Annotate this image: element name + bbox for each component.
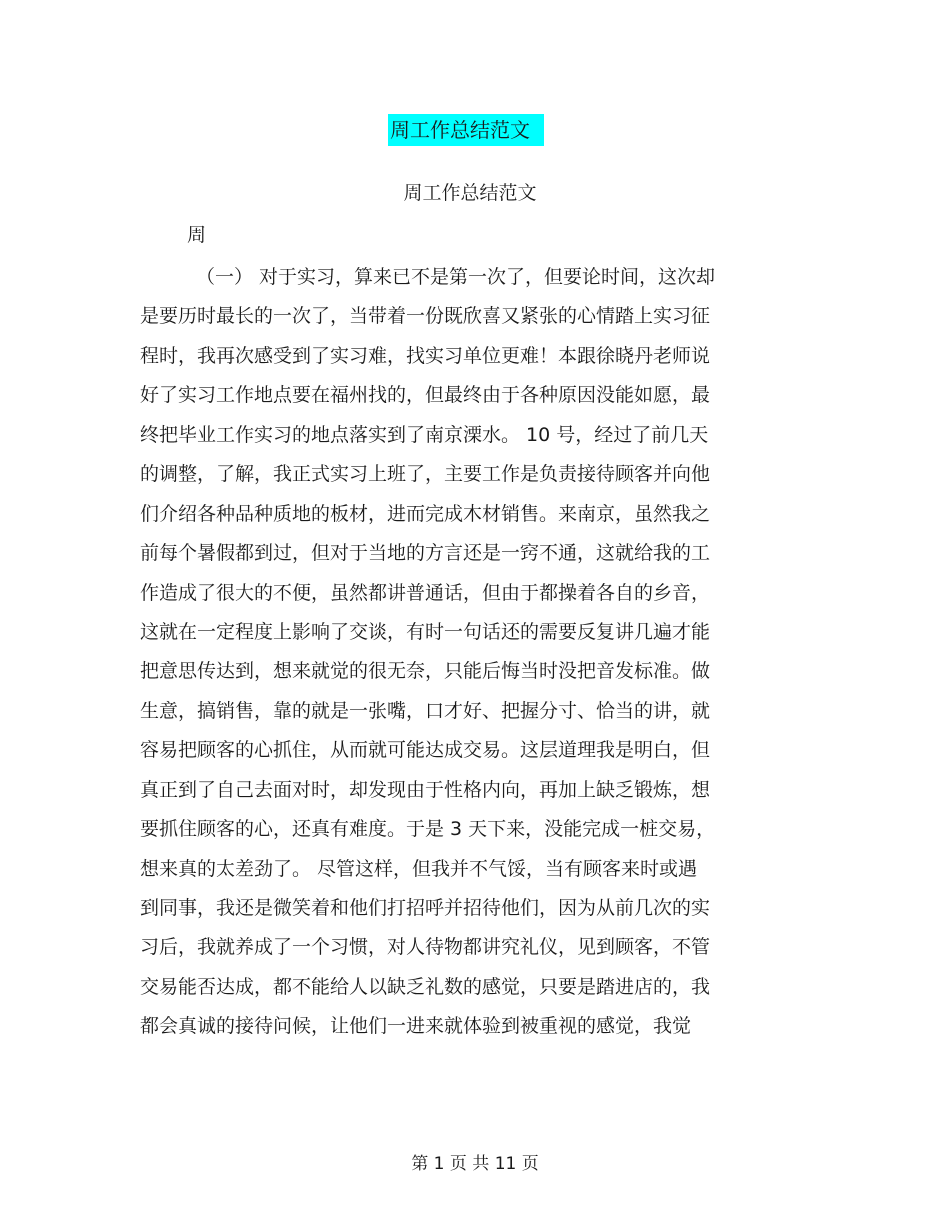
text-line: 到同事，我还是微笑着和他们打招呼并招待他们，因为从前几次的实 <box>140 897 711 919</box>
text-line: 要抓住顾客的心，还真有难度。于是 3 天下来，没能完成一桩交易， <box>140 818 716 841</box>
text-line: 把意思传达到，想来就觉的很无奈，只能后悔当时没把音发标准。做 <box>140 660 711 683</box>
text-line: 是要历时最长的一次了，当带着一份既欣喜又紧张的心情踏上实习征 <box>140 305 711 328</box>
section-label: 周 <box>187 224 207 246</box>
text-line: 终把毕业工作实习的地点落实到了南京溧水。 10 号，经过了前几天 <box>140 423 709 446</box>
text-line: 作造成了很大的不便，虽然都讲普通话，但由于都操着各自的乡音， <box>140 581 711 604</box>
text-line: 都会真诚的接待问候，让他们一进来就体验到被重视的感觉，我觉 <box>140 1015 692 1038</box>
text-line: 交易能否达成，都不能给人以缺乏礼数的感觉，只要是踏进店的，我 <box>140 975 711 998</box>
text-line: 程时，我再次感受到了实习难，找实习单位更难！本跟徐晓丹老师说 <box>140 344 711 367</box>
text-line: 的调整，了解，我正式实习上班了，主要工作是负责接待顾客并向他 <box>140 463 711 486</box>
text-line: 容易把顾客的心抓住，从而就可能达成交易。这层道理我是明白，但 <box>140 739 711 762</box>
body-text <box>140 261 800 1050</box>
text-line: 们介绍各种品种质地的板材，进而完成木材销售。来南京，虽然我之 <box>140 502 711 525</box>
text-line: 这就在一定程度上影响了交谈，有时一句话还的需要反复讲几遍才能 <box>140 620 711 643</box>
page-footer: 第 1 页 共 11 页 <box>411 1154 539 1174</box>
text-line: 前每个暑假都到过，但对于当地的方言还是一窍不通，这就给我的工 <box>140 542 711 565</box>
text-line: 好了实习工作地点要在福州找的，但最终由于各种原因没能如愿，最 <box>140 384 711 407</box>
text-line: 习后，我就养成了一个习惯，对人待物都讲究礼仪，见到顾客，不管 <box>140 936 711 959</box>
text-line: （一） 对于实习，算来已不是第一次了，但要论时间，这次却 <box>196 266 716 288</box>
text-line: 真正到了自己去面对时，却发现由于性格内向，再加上缺乏锻炼，想 <box>140 778 711 801</box>
text-line: 想来真的太差劲了。 尽管这样，但我并不气馁，当有顾客来时或遇 <box>140 857 698 880</box>
document-subtitle: 周工作总结范文 <box>403 182 537 204</box>
document-title: 周工作总结范文 <box>388 114 544 146</box>
text-line: 生意，搞销售，靠的就是一张嘴，口才好、把握分寸、恰当的讲，就 <box>140 699 711 722</box>
